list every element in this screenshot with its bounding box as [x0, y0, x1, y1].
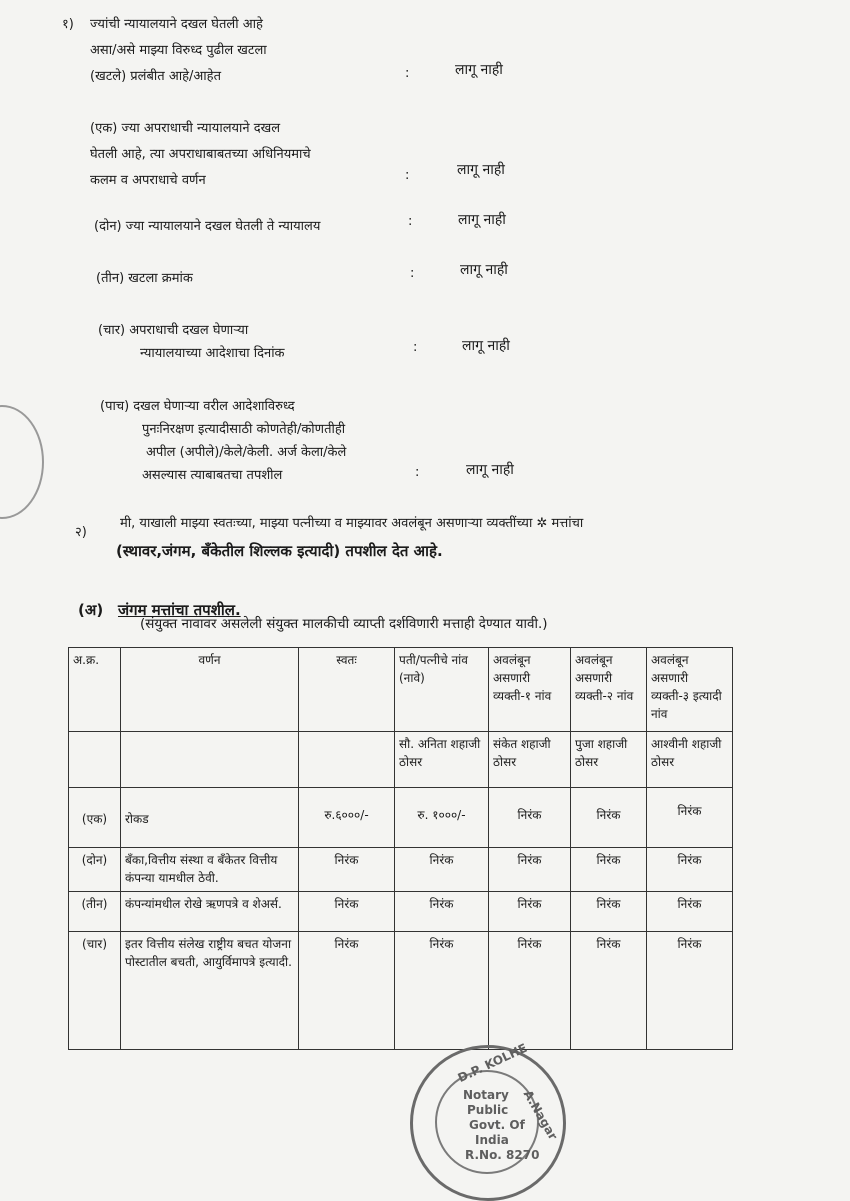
header-cell: अवलंबून असणारी व्यक्ती-१ नांव: [489, 648, 571, 732]
subsection-title: जंगम मत्तांचा तपशील.: [118, 601, 241, 619]
section1-number: १): [62, 17, 74, 32]
row-value: निरंक: [571, 932, 647, 1050]
item-line: (एक) ज्या अपराधाची न्यायालयाने दखल: [90, 121, 281, 136]
item-line: (पाच) दखल घेणाऱ्या वरील आदेशाविरुध्द: [100, 399, 295, 414]
section1-value: लागू नाही: [455, 62, 503, 78]
item-line: असल्यास त्याबाबतचा तपशील: [142, 468, 283, 483]
stamp-line: Govt. Of: [469, 1118, 525, 1132]
item-value: लागू नाही: [466, 462, 514, 478]
item-line: अपील (अपीले)/केले/केली. अर्ज केला/केले: [146, 445, 347, 460]
header-cell: अवलंबून असणारी व्यक्ती-३ इत्यादी नांव: [647, 648, 733, 732]
notary-stamp: [410, 1040, 566, 1201]
colon: :: [405, 168, 410, 183]
name-cell: [69, 732, 121, 788]
item-line: घेतली आहे, त्या अपराधाबाबतच्या अधिनियमाचे: [90, 147, 311, 162]
item-value: लागू नाही: [460, 262, 508, 278]
header-cell: अवलंबून असणारी व्यक्ती-२ नांव: [571, 648, 647, 732]
row-value: निरंक: [395, 848, 489, 892]
row-value: निरंक: [395, 932, 489, 1050]
row-description: बँका,वित्तीय संस्था व बँकेतर वित्तीय कंपन्या यामधील ठेवी.: [121, 848, 299, 892]
table-row: [69, 892, 733, 932]
row-value: निरंक: [489, 892, 571, 932]
name-cell: [299, 732, 395, 788]
row-value: निरंक: [395, 892, 489, 932]
subsection-marker: (अ): [78, 601, 104, 619]
name-cell: सौ. अनिता शहाजी ठोसर: [395, 732, 489, 788]
section2-number: २): [75, 525, 87, 540]
header-cell: स्वतः: [299, 648, 395, 732]
name-cell: आश्वीनी शहाजी ठोसर: [647, 732, 733, 788]
row-value: निरंक: [299, 848, 395, 892]
item-line: (दोन) ज्या न्यायालयाने दखल घेतली ते न्यायालय: [94, 219, 321, 234]
section1-line: असा/असे माझ्या विरुध्द पुढील खटला: [90, 43, 267, 58]
stamp-line: Notary: [463, 1088, 509, 1102]
table-row: [69, 932, 733, 1050]
item-line: न्यायालयाच्या आदेशाचा दिनांक: [140, 346, 285, 361]
row-value: निरंक: [489, 848, 571, 892]
row-value: निरंक: [647, 892, 733, 932]
row-number: (दोन): [69, 848, 121, 892]
row-value: निरंक: [571, 788, 647, 848]
row-value: निरंक: [299, 932, 395, 1050]
row-value: निरंक: [647, 788, 733, 848]
name-cell: [121, 732, 299, 788]
table-row: [69, 788, 733, 848]
section1-line: (खटले) प्रलंबीत आहे/आहेत: [90, 69, 221, 84]
stamp-line: Public: [467, 1103, 509, 1117]
row-number: (एक): [69, 788, 121, 848]
row-description: कंपन्यांमधील रोखे ऋणपत्रे व शेअर्स.: [121, 892, 299, 932]
table-row: [69, 848, 733, 892]
row-description: रोकड: [121, 788, 299, 848]
row-value: निरंक: [571, 892, 647, 932]
row-value: रु. १०००/-: [395, 788, 489, 848]
section2-line1: मी, याखाली माझ्या स्वतःच्या, माझ्या पत्नीच्या व माझ्यावर अवलंबून असणाऱ्या व्यक्तींच्या ✲ मत्तांचा: [120, 516, 584, 531]
table-names-row: [69, 732, 733, 788]
stamp-line: India: [475, 1133, 509, 1147]
row-value: रु.६०००/-: [299, 788, 395, 848]
colon: :: [413, 340, 418, 355]
row-value: निरंक: [489, 788, 571, 848]
partial-stamp: [0, 405, 44, 519]
header-cell: अ.क्र.: [69, 648, 121, 732]
stamp-name: D.P. KOLHE: [455, 1040, 530, 1086]
row-value: निरंक: [489, 932, 571, 1050]
row-value: निरंक: [299, 892, 395, 932]
row-description: इतर वित्तीय संलेख राष्ट्रीय बचत योजना पोस्टातील बचती, आयुर्विमापत्रे इत्यादी.: [121, 932, 299, 1050]
movable-assets-table: [68, 647, 733, 1050]
colon: :: [408, 214, 413, 229]
row-value: निरंक: [571, 848, 647, 892]
item-line: (चार) अपराधाची दखल घेणाऱ्या: [98, 323, 249, 338]
name-cell: पुजा शहाजी ठोसर: [571, 732, 647, 788]
row-number: (तीन): [69, 892, 121, 932]
item-line: कलम व अपराधाचे वर्णन: [90, 173, 206, 188]
header-cell: वर्णन: [121, 648, 299, 732]
item-value: लागू नाही: [457, 162, 505, 178]
section1-line: ज्यांची न्यायालयाने दखल घेतली आहे: [90, 17, 263, 32]
colon: :: [415, 465, 420, 480]
item-line: पुनःनिरक्षण इत्यादीसाठी कोणतेही/कोणतीही: [142, 422, 346, 437]
colon: :: [405, 66, 410, 81]
subsection-note: (संयुक्त नावावर असलेली संयुक्त मालकीची व्याप्ती दर्शविणारी मत्ताही देण्यात यावी.): [140, 616, 548, 632]
section2-line2: (स्थावर,जंगम, बँकेतील शिल्लक इत्यादी) तपशील देत आहे.: [116, 542, 443, 560]
row-value: निरंक: [647, 932, 733, 1050]
item-line: (तीन) खटला क्रमांक: [96, 271, 193, 286]
row-value: निरंक: [647, 848, 733, 892]
colon: :: [410, 266, 415, 281]
stamp-line: R.No. 8270: [465, 1148, 540, 1162]
stamp-line: A.Nagar: [520, 1087, 561, 1143]
row-number: (चार): [69, 932, 121, 1050]
name-cell: संकेत शहाजी ठोसर: [489, 732, 571, 788]
item-value: लागू नाही: [458, 212, 506, 228]
item-value: लागू नाही: [462, 338, 510, 354]
table-header-row: [69, 648, 733, 732]
header-cell: पती/पत्नीचे नांव (नावे): [395, 648, 489, 732]
